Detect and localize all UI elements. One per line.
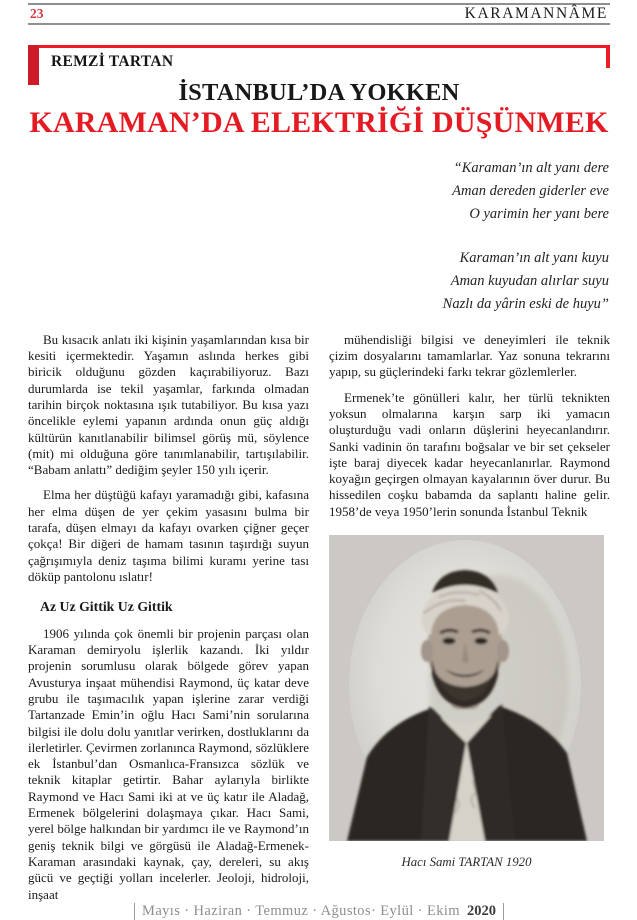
- section-heading: Az Uz Gittik Uz Gittik: [40, 599, 173, 615]
- footer-rule: [503, 903, 504, 920]
- footer-rule: [134, 903, 135, 920]
- portrait-photo-figure: [329, 535, 604, 870]
- footer-months: Mayıs · Haziran · Temmuz · Ağustos· Eylül · Ekim: [142, 902, 460, 919]
- body-paragraph: Ermenek’te gönülleri kalır, her türlü teknikten yoksun olmalarına karşın sarp iki yamacın oluşturduğu vadi onların düşlerini heyecanlandırır. Sanki vadinin ön tarafını boğsalar ve bir set çekseler işte baraj diyecek kadar heyecanlanırlar. Raymond koyağın geçirgen olmayan kayalarının över durur. Bu hissedilen coşku babamda da saplantı haline gelir. 1958’de veya 1950’lerin sonunda İstanbul Teknik: [329, 389, 610, 519]
- article-body: [28, 332, 610, 903]
- footer-year: 2020: [466, 902, 496, 919]
- article-title-line2: KARAMAN’DA ELEKTRİĞİ DÜŞÜNMEK: [29, 105, 609, 139]
- body-paragraph: 1906 yılında çok önemli bir projenin parçası olan Karaman demiryolu işlerlik kazandı. İki yıldır projenin sorumlusu olarak bölgede görev yapan Avusturya inşaat mühendisi Raymond, üç katar deve grubu ile taşımacılık yapan işlerine zarar verdiği Tartanzade Emin’in oğlu Hacı Sami’nin sorularına bilgisi ile dolu dolu yanıtlar verirken, dostluklarını da ilerletirler. Çevirmen zorlanınca Raymond, sözlüklere ek İstanbul’dan Osmanlıca-Fransızca sözlük ve teknik kitaplar getirtir. Bahar aylarıyla birlikte Raymond ve Hacı Sami iki at ve üç katır ile Aladağ, Ermenek bölgelerini dolaşmaya çıkar. Hacı Sami, yerel bölge halkından bir yardımcı ile ve Raymond’ın geniş teknik bilgi ve görgüsü ile Aladağ-Ermenek-Karaman arasındaki kaynak, çay, dereleri, su akış gücü ve geçtiği yolları incelerler. Jeoloji, hidroloji, inşaat: [28, 625, 309, 902]
- author-name: REMZİ TARTAN: [51, 52, 174, 70]
- masthead-title: KARAMANNÂME: [464, 5, 608, 22]
- poem-stanza-1: [28, 157, 609, 227]
- author-red-block: [28, 45, 39, 85]
- body-paragraph: Elma her düştüğü kafayı yaramadığı gibi, kafasına her elma düşen de yer çekim yasasını bulma bir tarafa, düşen elmayı da kafayı ovarken çiğner geçer çokça! Bir diğeri de hamam tasının taşırdığı suyun çağrışımıyla deniz taşıma bilimi kuramı yerine tası döküp pantolonu ıslatır!: [28, 487, 309, 585]
- body-paragraph: Bu kısacık anlatı iki kişinin yaşamlarından kısa bir kesiti içermektedir. Yaşamın aslında herkes gibi biricik olduğunu gözden kaçırabiliyoruz. Bazı durumlarda ise tekil yaşamlar, farkında olmadan tarihin birçok noktasına ışık tutabiliyor. Bu kısa yazı öncelikle eylemi yapanın ardında onun güç aldığı kültürün kanıtlanabilir bilimsel görüş mü, söylence (mit) mi olduğuna göre tanımlanabilir, tartışılabilir. “Babam anlattı” dediğim şeyler 150 yılı içerir.: [28, 331, 309, 478]
- author-band: [28, 45, 610, 71]
- photo-caption: Hacı Sami TARTAN 1920: [401, 855, 532, 870]
- header-rule-bottom: [28, 23, 610, 25]
- poem-line: Nazlı da yârin eski de huyu”: [442, 296, 609, 313]
- poem-line: O yarimin her yanı bere: [469, 205, 609, 222]
- poem-line: Karaman’ın alt yanı kuyu: [459, 250, 609, 267]
- author-red-tick: [606, 45, 610, 68]
- poem-line: Aman dereden giderler eve: [452, 182, 609, 199]
- right-column: [329, 332, 610, 870]
- page-number: 23: [30, 6, 44, 21]
- body-paragraph: mühendisliği bilgisi ve deneyimleri ile teknik çizim dosyalarını tamamlarlar. Yaz sonuna tekrarını yapıp, su güçlerindeki farkı tekrar gözlemlerler.: [329, 331, 610, 380]
- left-column: [28, 332, 309, 903]
- epigraph-poem: [28, 157, 610, 317]
- article-title-line1: İSTANBUL’DA YOKKEN: [178, 78, 460, 106]
- poem-line: “Karaman’ın alt yanı dere: [453, 159, 609, 176]
- page-header: [28, 5, 610, 23]
- article-title: [28, 79, 610, 140]
- poem-stanza-2: [28, 247, 609, 317]
- poem-line: Aman kuyudan alırlar suyu: [450, 273, 609, 290]
- portrait-photo: [329, 535, 604, 841]
- footer-issue-line: [134, 903, 504, 920]
